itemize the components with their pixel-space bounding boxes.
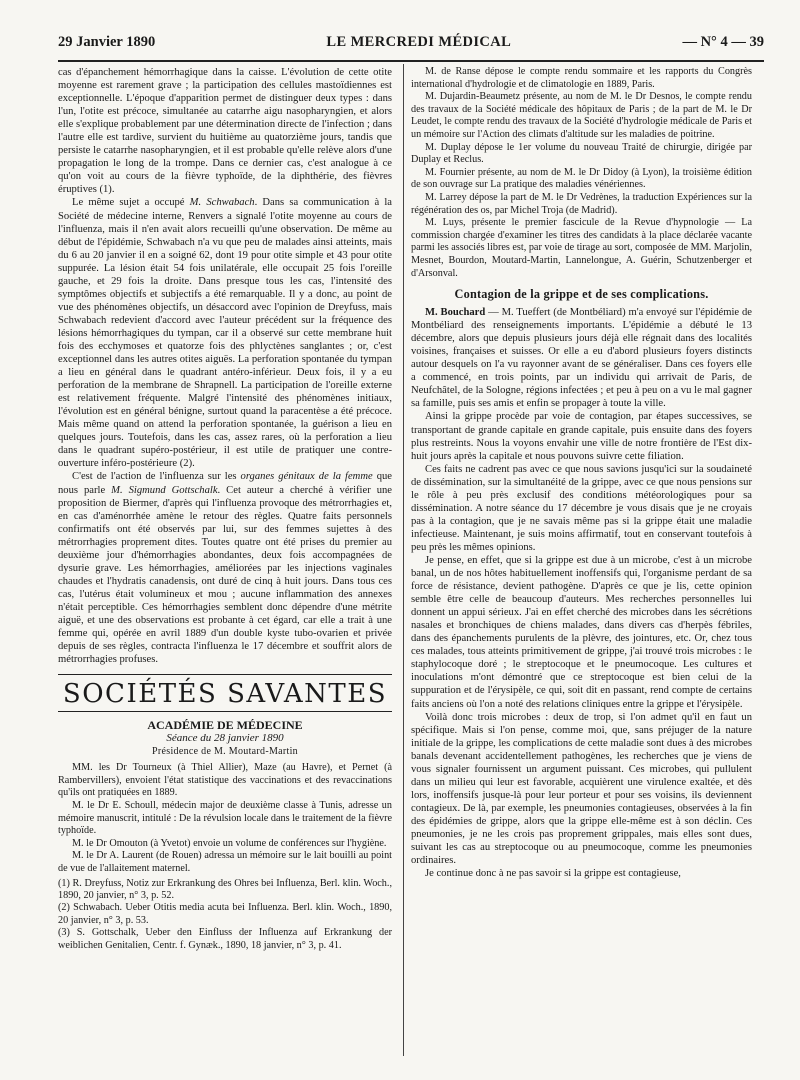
minutes-item: M. de Ranse dépose le compte rendu sommaire et les rapports du Congrès international d'hydrologie et de climatologie en 1889, Paris. [411,66,752,90]
paragraph-schwabach [58,196,392,470]
page-header [58,34,764,56]
speaker-name: M. Bouchard [425,307,486,319]
text-run: que nous parle [58,471,392,496]
text-run: . Cet auteur a cherché à vérifier une proposition de Biermer, d'après qui l'influenza provoque des métrorrhagies et, en cas d'aménorrhée amène le retour des règles. Quatre faits personnels confirmatifs ont été observés par lui, sur des femmes sujettes à des métrorrhagies proprement dites. Toutes quatre ont été prises du premier au deuxième jour d'hémorrhagies abondantes, deux fois accompagnées de dysurie grave. Les hémorrhagies, améliorées par les injections vaginales chaudes et l'hydratis canadensis, ont duré de cinq à huit jours. Dans tous ces cas, l'utérus était volumineux et mou ; aucune inflammation des annexes n'était perceptible. Ces hémorrhagies semblent donc dépendre d'une métrite aiguë, et une des observations est probante à cet égard, car elle a trait à une femme qui, opérée en avril 1889 d'un double kyste tubo-ovarien et privée depuis de ses règles, contracta l'influenza le 17 décembre et souffrit alors de métrorrhagies profuses. [58,484,393,666]
paragraph: Je pense, en effet, que si la grippe est due à un microbe, c'est à un microbe banal, un de nos hôtes habituellement inoffensifs qui, l'organisme perdant de sa force de résistance, devient pathogène. D'après ce que je lis, cette opinion semble être celle de beaucoup d'auteurs. Mes recherches personnelles lui donnent un appui sérieux. J'ai en effet cherché des microbes dans les sécrétions nasales et bronchiques de chiens malades, dans divers cas d'herpès fébriles, dans des épanchements purulents de la plèvre, des jointures, etc. Or, chez tous ces malades, tous atteints primitivement de grippe, j'ai trouvé trois microbes : le staphylocoque doré ; le streptocoque et le pneumocoque. Les cultures et inoculations m'ont démontré que ce streptocoque est bien celui de la suppuration et de l'érysipèle, ce qui, soit dit en passant, rend compte de certains faits anciens où l'on a noté des relations cliniques entre la grippe et l'érysipèle. [411,554,752,710]
author-name: M. Sigmund Gottschalk [111,484,218,496]
footnotes [58,878,392,952]
paragraph-otitis: cas d'épanchement hémorrhagique dans la caisse. L'évolution de cette otite moyenne est rarement grave ; la participation des cellules mastoïdiennes est exceptionnelle. L'époque d'apparition permet de distinguer deux types : dans l'un, l'otite est précoce, simultanée au catarrhe aigu nasopharyngien, et alors elle s'explique probablement par une détermination directe de l'infection ; dans l'autre elle est tardive, survient du huitième au quatorzième jours, tandis que persiste le catarrhe nasopharyngien, et il est probable qu'elle relève alors d'une propagation le long de la trompe. Dans ce dernier cas, c'est analogue à ce qu'on voit au cours de la fièvre typhoïde, de la diphthérie, des fièvres éruptives (1). [58,67,392,196]
page-number: — N° 4 — 39 [682,34,764,50]
academie-minutes-continued [411,66,752,280]
section-rule-bottom [58,711,392,712]
footnote-3: (3) S. Gottschalk, Ueber den Einfluss der Influenza auf Erkrankung der weiblichen Genitalien, Centr. f. Gynæk., 1890, 18 janvier, n° 3, p. 41. [58,927,392,951]
minutes-item: M. Dujardin-Beaumetz présente, au nom de M. le Dr Desnos, le compte rendu des travaux de la Société médicale des hôpitaux de Paris ; de la part de M. le Dr Leudet, le compte rendu des travaux de la Société d'hydrologie médicale de Paris et un mémoire sur l'Action des climats d'altitude sur les maladies de poitrine. [411,91,752,140]
text-run: . Dans sa communication à la Société de médecine interne, Renvers a signalé l'otite moyenne au cours de l'influenza, mais il n'en avait alors recueilli qu'une observation. De même au début de l'épidémie, Schwabach n'a vu que peu de malades ainsi atteints, mais du 6 au 20 janvier il en a soigné 62, dont 19 pour otite simple et 43 pour otite suppurée. La lésion était 54 fois unilatérale, elle occupait 25 fois l'oreille gauche, et 29 fois la droite. Dans presque tous les cas, l'intensité des symptômes objectifs et subjectifs a été remarquable. Il y a donc, au point de vue des phénomènes objectifs, un désaccord avec l'opinion de Dreyfuss, mais Schwabach redevient d'accord avec l'auteur précédent sur la fréquence des lésions hémorrhagiques du tympan, car il a observé sur cette membrane huit fois des ecchymoses et quatorze fois des phlyctènes sanglantes ; or, c'est exceptionnel dans les autres otites aiguës. La perforation spontanée du tympan a lieu en général dans le quadrant antéro-inférieur. Deux fois, il y a eu perforation de la membrane de Shrapnell. La participation de l'oreille externe est relativement fréquente. Malgré l'intensité des phénomènes initiaux, l'évolution est en général bénigne, surtout quand la paracentèse a été précoce. Mais même quand on attend la perforation spontanée, la guérison a lieu en quelques jours. Toutefois, dans les cas, assez rares, où la perforation a lieu dans le quadrant supéro-postérieur, il est utile de pratiquer une contre-ouverture inféro-postérieure (2). [58,197,392,470]
text-run: Le même sujet a occupé [72,197,190,209]
minutes-item: M. le Dr Omouton (à Yvetot) envoie un volume de conférences sur l'hygiène. [72,837,387,849]
academie-heading: ACADÉMIE DE MÉDECINE [147,718,303,733]
author-name: M. Schwabach [189,197,255,209]
minutes-item: MM. les Dr Tourneux (à Thiel Allier), Maze (au Havre), et Pernet (à Rambervillers), envoient l'état statistique des vaccinations et des revaccinations qu'ils ont pratiquées en 1889. [58,762,392,799]
text-run: C'est de l'action de l'influenza sur les [72,471,241,483]
paragraph: Voilà donc trois microbes : deux de trop, si l'on admet qu'il en faut un spécifique. Mais si l'on pense, comme moi, que, sans préjuger de la nature initiale de la grippe, les complications de cette maladie sont dues à des microbes banals devenant accidentellement pathogènes, les recherches que je viens de vous signaler fournissent un argument puissant. Ces microbes, qui pullulent dans un milieu qui leur est favorable, acquièrent une virulence exaltée, et dès lors, inoffensifs jusque-là pour leur porteur et pour ses voisins, ils deviennent contagieux. De là, par exemple, les pneumonies contagieuses, observées à la fin des épidémies de grippe, alors que la grippe elle-même est à son déclin. Ces pneumonies, je ne les crois pas proprement grippales, mais elles sont dues, suivant les cas au streptocoque ou au pneumocoque, comme les pneumonies ordinaires. [411,711,752,867]
right-column [411,66,752,880]
seance-date: Séance du 28 janvier 1890 [166,732,284,745]
header-rule [58,60,764,62]
minutes-item: M. le Dr E. Schoull, médecin major de deuxième classe à Tunis, adresse un mémoire manuscrit, intitulé : De la révulsion locale dans le traitement de la fièvre typhoïde. [58,799,392,837]
paragraph: Je continue donc à ne pas savoir si la grippe est contagieuse, [425,868,681,880]
footnote-1: (1) R. Dreyfuss, Notiz zur Erkrankung des Ohres bei Influenza, Berl. klin. Woch., 1890, 20 janvier, n° 3, p. 52. [58,877,392,901]
footnote-2: (2) Schwabach. Ueber Otitis media acuta bei Influenza. Berl. klin. Woch., 1890, 20 janvier, n° 3, p. 53. [58,902,392,926]
paragraph-gottschalk [58,470,392,666]
header-date: 29 Janvier 1890 [58,34,156,50]
minutes-item: M. Fournier présente, au nom de M. le Dr Didoy (à Lyon), la troisième édition de son ouvrage sur La pratique des maladies vénériennes. [411,166,752,191]
text-run: — M. Tueffert (de Montbéliard) m'a envoyé sur l'épidémie de Montbéliard des renseignements importants. L'épidémie a débuté le 13 décembre, alors que depuis plusieurs jours déjà elle régnait dans des localités voisines, françaises et suisses. Or elle a eu d'abord plusieurs foyers distincts autour desquels on l'a vu rayonner avant de se généraliser. Dans ces foyers elle a commencé, en trois points, par un individu qui arrivait de Paris, de Neufchâtel, de la Sologne, régions infectées ; et peu à peu on a vu le mal gagner sa famille, puis ses amis et enfin se propager à toute la ville. [411,307,752,410]
section-rule-top [58,674,392,675]
minutes-item: M. le Dr A. Laurent (de Rouen) adressa un mémoire sur le lait bouilli au point de vue de l'allaitement maternel. [58,850,392,874]
journal-title: LE MERCREDI MÉDICAL [326,34,512,50]
paragraph: Ainsi la grippe procède par voie de contagion, par étapes successives, se transportant de grande capitale en grande capitale, puis ensuite dans des foyers plus restreints. Nous la voyons envahir une ville de notre frontière de l'Est dix-huit jours après la capitale et nous pouvons suivre cette filiation. [411,411,752,462]
paragraph: Ces faits ne cadrent pas avec ce que nous savions jusqu'ici sur la soudaineté de dissémination, sur la simultanéité de la grippe, avec ce que nous pensions sur le rôle à peu près exclusif des conditions météorologiques pour sa dissémination. A notre séance du 17 décembre je vous disais que je ne croyais pas à la contagion, que je ne savais même pas si la grippe était une maladie infectieuse. Maintenant, je suis moins affirmatif, tout en conservant toutefois à peu près les mêmes opinions. [411,463,752,553]
minutes-item: M. Luys, présente le premier fascicule de la Revue d'hypnologie — La commission chargée d'examiner les titres des candidats à la place déclarée vacante parmi les associés libres est, par voie de tirage au sort, composée de MM. Marjolin, Mesnet, Bourdon, Moutard-Martin, Lannelongue, A. Guérin, Schutzenberger et d'Arsonval. [411,217,752,279]
minutes-item: M. Larrey dépose la part de M. le Dr Vedrènes, la traduction Expériences sur la régénération des os, par Michel Troja (de Madrid). [411,191,752,216]
minutes-item: M. Duplay dépose le 1er volume du nouveau Traité de chirurgie, dirigée par Duplay et Reclus. [411,141,752,166]
left-column [58,66,392,952]
contagion-heading: Contagion de la grippe et de ses complications. [454,287,709,302]
column-divider [403,64,404,1056]
presidence-line: Présidence de M. Moutard-Martin [152,746,298,758]
italic-run: organes génitaux de la femme [240,471,373,483]
societes-savantes-heading: SOCIÉTÉS SAVANTES [62,679,388,710]
academie-minutes [58,762,392,875]
paragraph-bouchard [411,306,752,410]
